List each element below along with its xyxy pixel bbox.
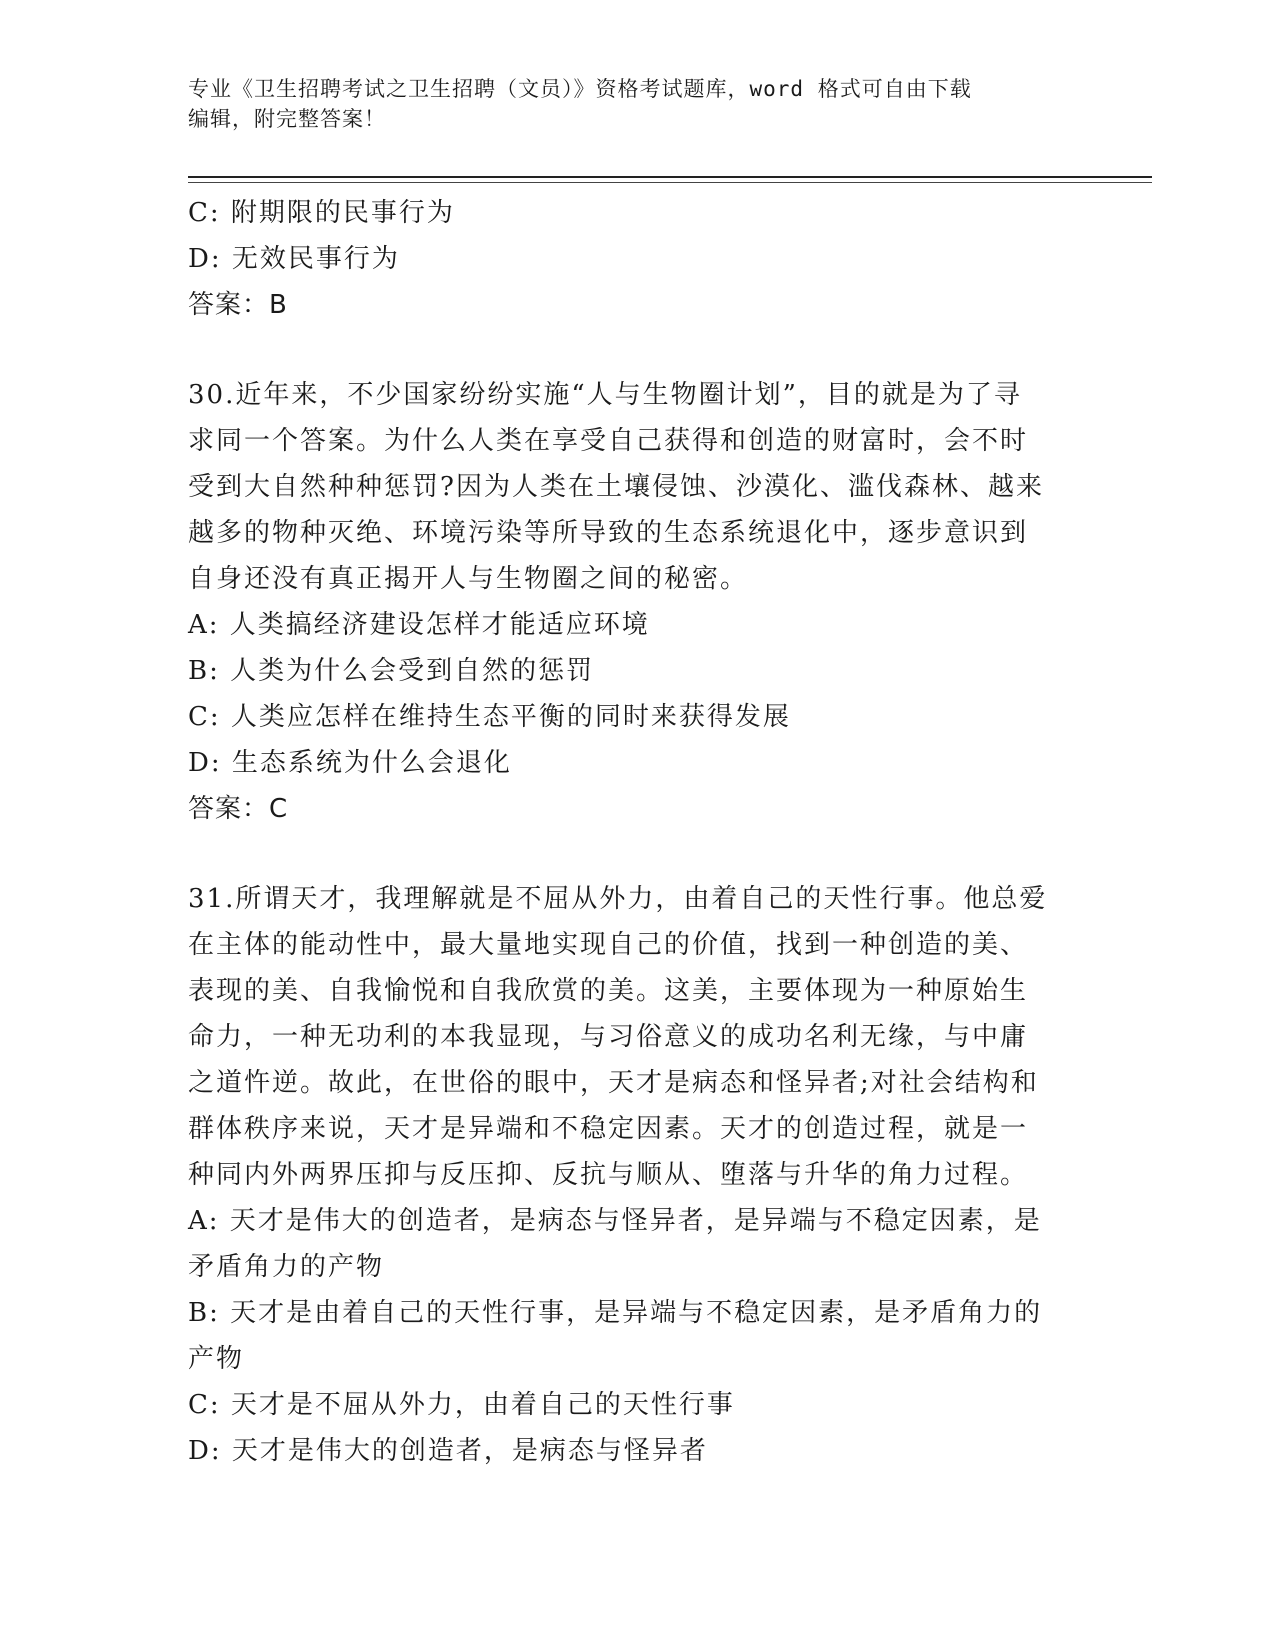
option-c: C: 人类应怎样在维持生态平衡的同时来获得发展 bbox=[188, 702, 791, 732]
question-30 bbox=[188, 372, 1078, 832]
spacer bbox=[188, 328, 1078, 372]
option-a: A: 人类搞经济建设怎样才能适应环境 bbox=[188, 610, 650, 640]
question-stem-line: 求同一个答案。为什么人类在享受自己获得和创造的财富时，会不时 bbox=[188, 426, 1029, 456]
option-d: D: 无效民事行为 bbox=[188, 244, 400, 274]
header-divider-thick bbox=[188, 176, 1152, 178]
option-c: C: 天才是不屈从外力，由着自己的天性行事 bbox=[188, 1390, 735, 1420]
question-stem-line: 31.所谓天才，我理解就是不屈从外力，由着自己的天性行事。他总爱 bbox=[188, 884, 1048, 914]
question-stem-line: 受到大自然种种惩罚?因为人类在土壤侵蚀、沙漠化、滥伐森林、越来 bbox=[188, 472, 1044, 502]
question-stem-line: 命力，一种无功利的本我显现，与习俗意义的成功名利无缘，与中庸 bbox=[188, 1022, 1029, 1052]
option-c: C: 附期限的民事行为 bbox=[188, 198, 455, 228]
header-line-1: 专业《卫生招聘考试之卫生招聘（文员）》资格考试题库，word 格式可自由下载 bbox=[188, 77, 972, 101]
header-line-2: 编辑，附完整答案！ bbox=[188, 107, 386, 131]
spacer bbox=[188, 832, 1078, 876]
question-stem-line: 群体秩序来说，天才是异端和不稳定因素。天才的创造过程，就是一 bbox=[188, 1114, 1029, 1144]
option-d: D: 天才是伟大的创造者，是病态与怪异者 bbox=[188, 1436, 708, 1466]
question-stem-line: 种同内外两界压抑与反压抑、反抗与顺从、堕落与升华的角力过程。 bbox=[188, 1160, 1029, 1190]
option-a: A: 天才是伟大的创造者，是病态与怪异者，是异端与不稳定因素，是 bbox=[188, 1206, 1042, 1236]
question-stem-line: 自身还没有真正揭开人与生物圈之间的秘密。 bbox=[188, 564, 749, 594]
question-stem-line: 之道忤逆。故此，在世俗的眼中，天才是病态和怪异者;对社会结构和 bbox=[188, 1068, 1039, 1098]
answer-line: 答案：C bbox=[188, 794, 289, 824]
question-stem-line: 越多的物种灭绝、环境污染等所导致的生态系统退化中，逐步意识到 bbox=[188, 518, 1029, 548]
option-b-continued: 产物 bbox=[188, 1344, 245, 1374]
question-stem-line: 在主体的能动性中，最大量地实现自己的价值，找到一种创造的美、 bbox=[188, 930, 1029, 960]
option-b: B: 人类为什么会受到自然的惩罚 bbox=[188, 656, 595, 686]
question-31 bbox=[188, 876, 1078, 1474]
question-stem-line: 表现的美、自我愉悦和自我欣赏的美。这美，主要体现为一种原始生 bbox=[188, 976, 1029, 1006]
option-b: B: 天才是由着自己的天性行事，是异端与不稳定因素，是矛盾角力的 bbox=[188, 1298, 1043, 1328]
header-divider-thin bbox=[188, 182, 1152, 183]
page-header bbox=[188, 74, 1088, 134]
document-body bbox=[188, 190, 1078, 1474]
answer-line: 答案：B bbox=[188, 290, 288, 320]
question-29-tail bbox=[188, 190, 1078, 328]
option-d: D: 生态系统为什么会退化 bbox=[188, 748, 512, 778]
question-stem-line: 30.近年来，不少国家纷纷实施“人与生物圈计划”，目的就是为了寻 bbox=[188, 380, 1022, 410]
option-a-continued: 矛盾角力的产物 bbox=[188, 1252, 385, 1282]
